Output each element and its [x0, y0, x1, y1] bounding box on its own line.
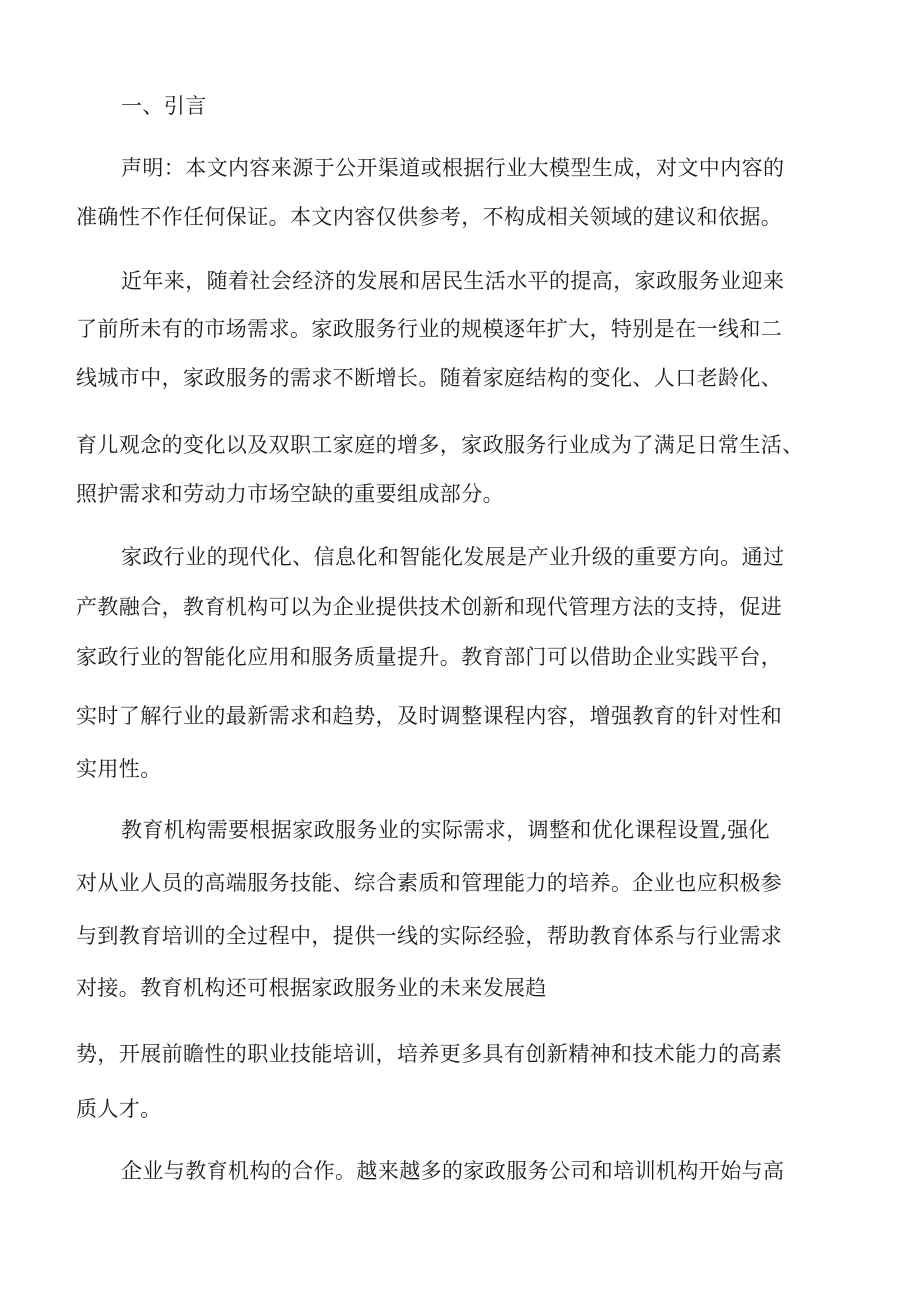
text-line: 了前所未有的市场需求。家政服务行业的规模逐年扩大，特别是在一线和二 — [76, 317, 783, 341]
text-line: 企业与教育机构的合作。越来越多的家政服务公司和培训机构开始与高 — [121, 1159, 785, 1183]
text-line: 势，开展前瞻性的职业技能培训，培养更多具有创新精神和技术能力的高素 — [76, 1042, 783, 1066]
text-line: 对从业人员的高端服务技能、综合素质和管理能力的培养。企业也应积极参 — [76, 871, 783, 895]
text-line: 质人才。 — [76, 1097, 162, 1121]
text-line: 照护需求和劳动力市场空缺的重要组成部分。 — [76, 482, 504, 506]
text-line: 产教融合，教育机构可以为企业提供技术创新和现代管理方法的支持，促进 — [76, 595, 783, 619]
section-heading: 一、引言 — [121, 94, 207, 118]
text-line: 教育机构需要根据家政服务业的实际需求，调整和优化课程设置,强化 — [121, 818, 771, 842]
text-line: 育儿观念的变化以及双职工家庭的增多，家政服务行业成为了满足日常生活、 — [76, 433, 804, 457]
text-line: 家政行业的现代化、信息化和智能化发展是产业升级的重要方向。通过 — [121, 545, 785, 569]
text-line: 线城市中，家政服务的需求不断增长。随着家庭结构的变化、人口老龄化、 — [76, 366, 783, 390]
text-line: 实用性。 — [76, 757, 162, 781]
text-line: 与到教育培训的全过程中，提供一线的实际经验，帮助教育体系与行业需求 — [76, 924, 783, 948]
text-line: 家政行业的智能化应用和服务质量提升。教育部门可以借助企业实践平台， — [76, 645, 783, 669]
text-line: 声明：本文内容来源于公开渠道或根据行业大模型生成，对文中内容的 — [121, 156, 785, 180]
text-line: 近年来，随着社会经济的发展和居民生活水平的提高，家政服务业迎来 — [121, 269, 785, 293]
text-line: 实时了解行业的最新需求和趋势，及时调整课程内容，增强教育的针对性和 — [76, 704, 783, 728]
text-line: 对接。教育机构还可根据家政服务业的未来发展趋 — [76, 976, 547, 1000]
text-line: 准确性不作任何保证。本文内容仅供参考，不构成相关领域的建议和依据。 — [76, 205, 783, 229]
